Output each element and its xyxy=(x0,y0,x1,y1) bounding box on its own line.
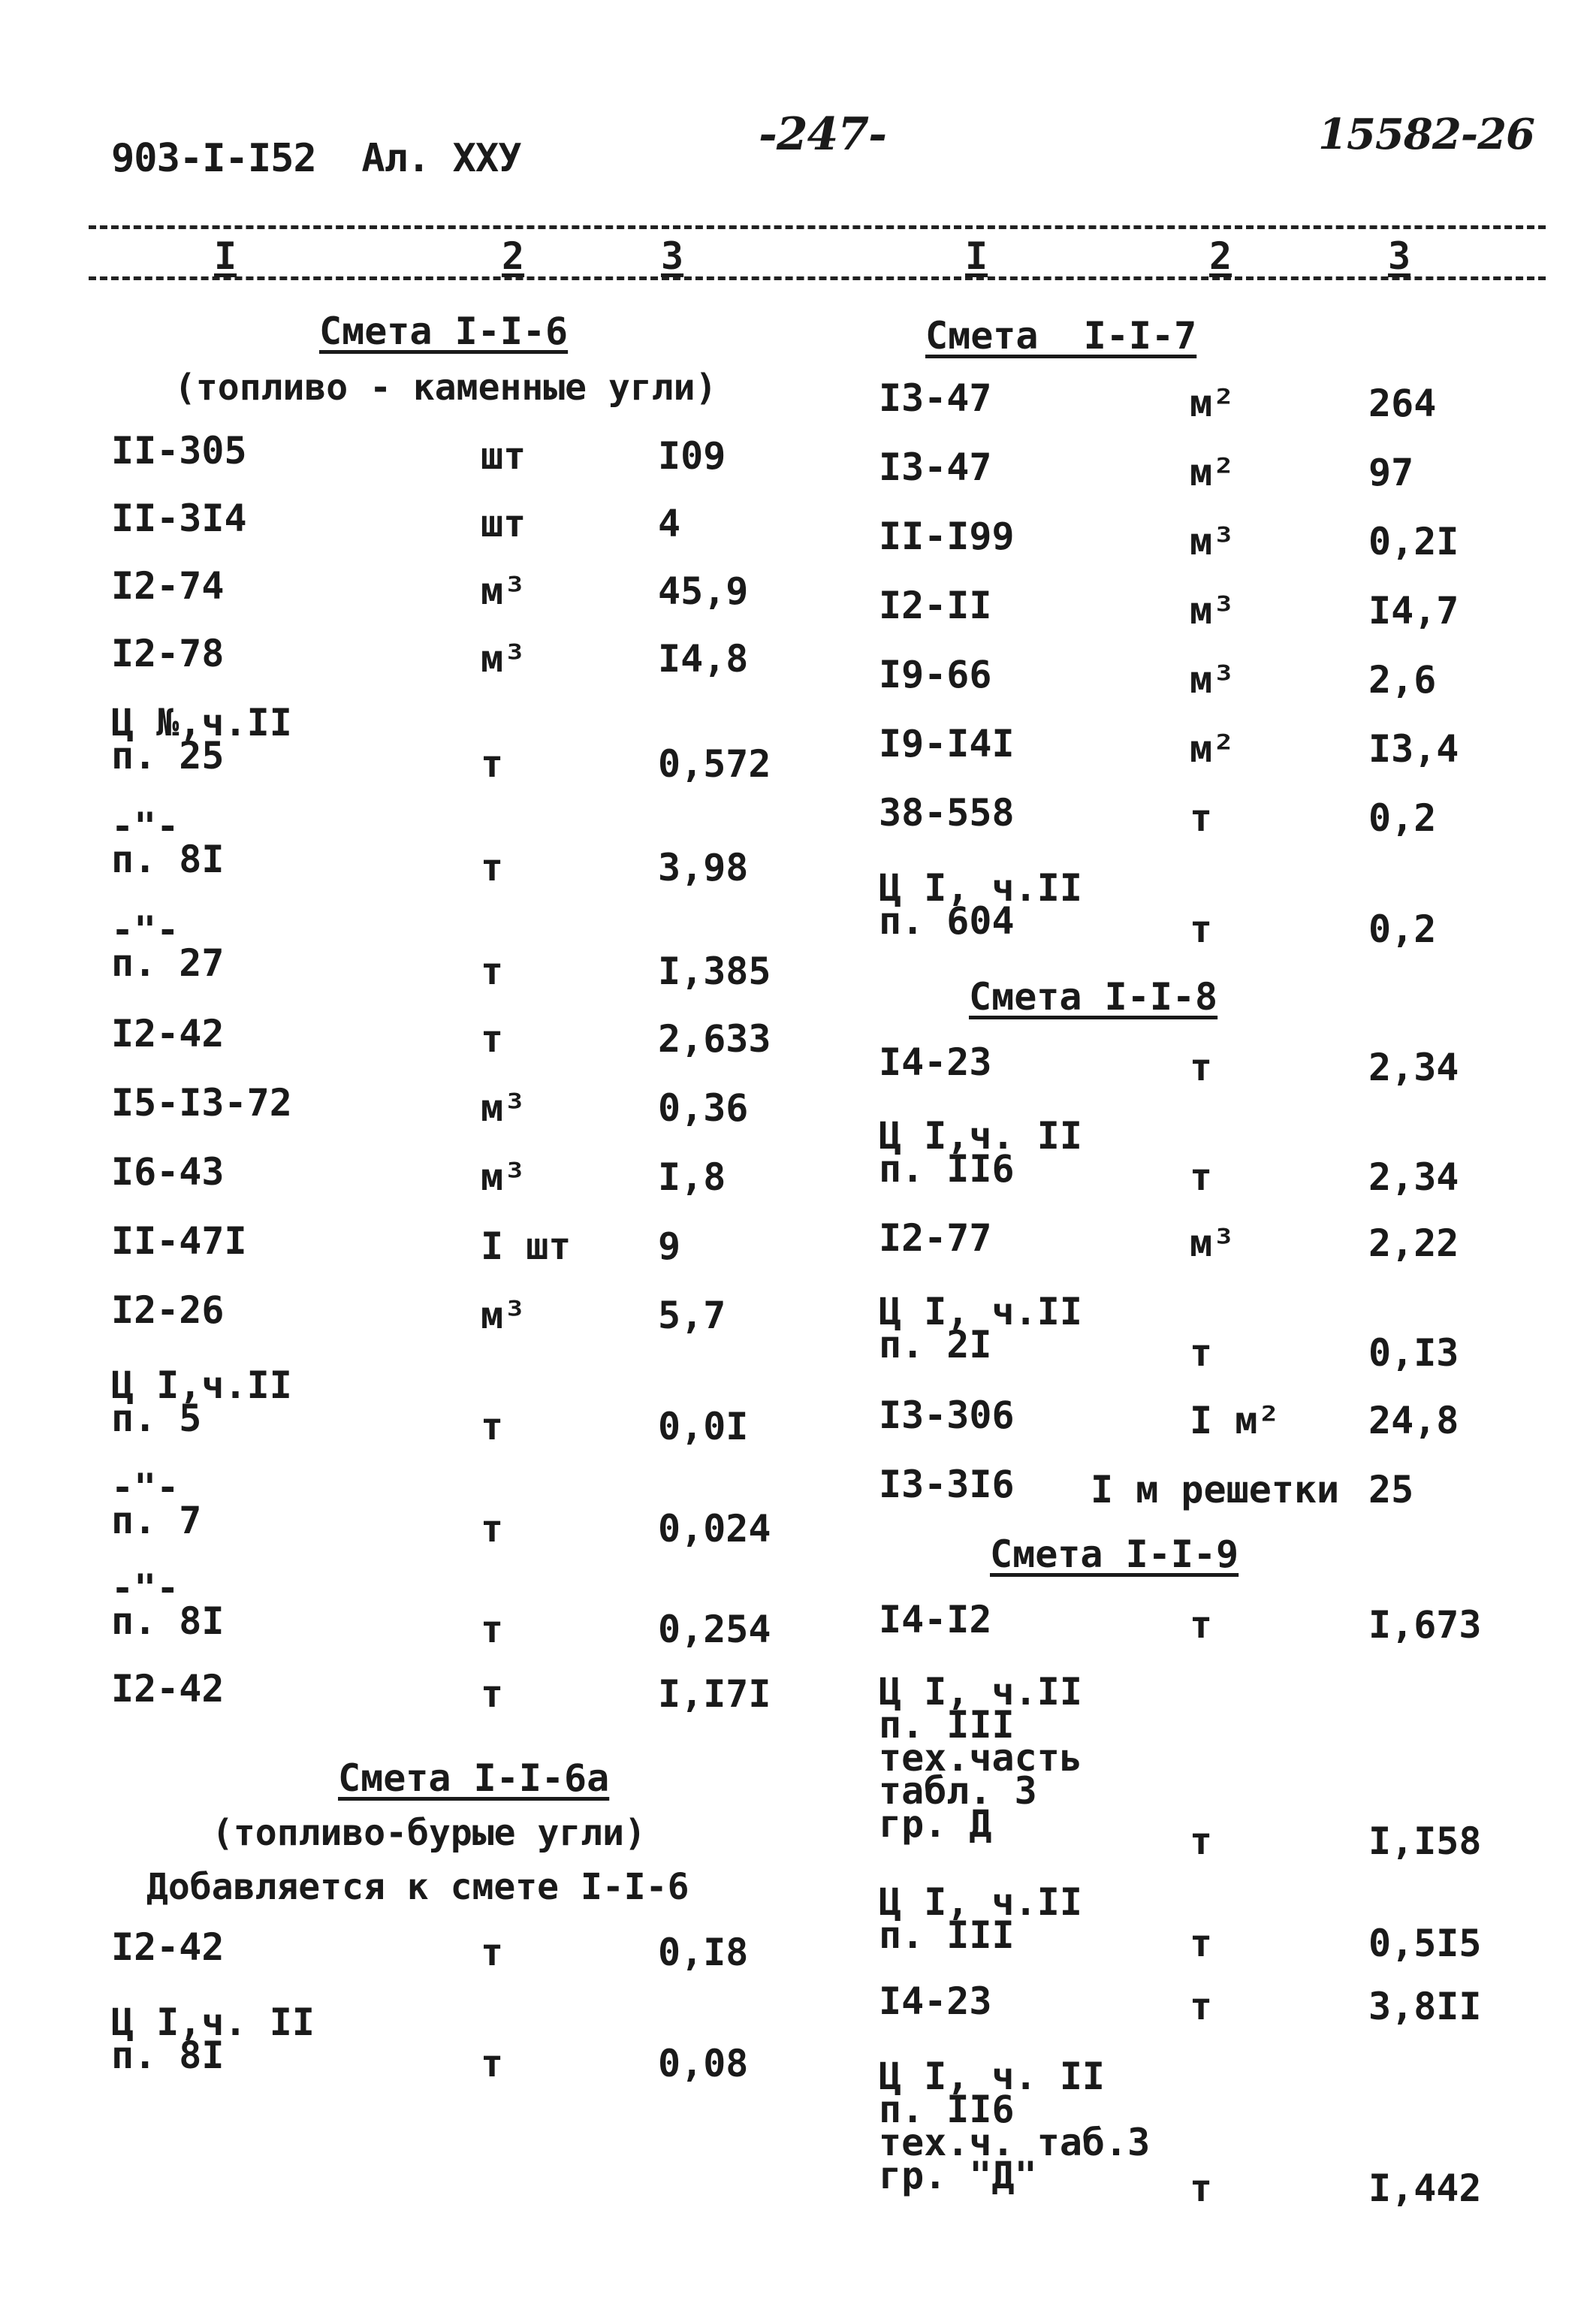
row-code: I2-II xyxy=(879,584,992,627)
row-unit: т xyxy=(1190,1331,1213,1375)
row-unit: шт xyxy=(481,502,526,545)
row-code: 38-558 xyxy=(879,791,1015,835)
row-value: I3,4 xyxy=(1368,727,1459,771)
row-value: 0,I8 xyxy=(658,1931,749,1974)
row-code: I4-23 xyxy=(879,1979,992,2023)
row-code: I3-47 xyxy=(879,376,992,420)
row-value: I,442 xyxy=(1368,2167,1482,2210)
row-unit: м² xyxy=(1190,451,1235,494)
row-code: I2-42 xyxy=(111,1925,225,1969)
column-header-3: 3 xyxy=(661,234,684,278)
row-unit: м³ xyxy=(1190,589,1235,633)
row-code: I4-I2 xyxy=(879,1598,992,1641)
row-code: Ц I, ч.II п. 2I xyxy=(879,1290,1082,1366)
row-unit: м³ xyxy=(1190,658,1235,702)
section-title: Смета I-I-6а xyxy=(338,1756,610,1800)
row-code: Ц I,ч.II п. 5 xyxy=(111,1363,292,1440)
row-unit: т xyxy=(481,1405,504,1448)
row-value: I,673 xyxy=(1368,1603,1482,1647)
row-unit: т xyxy=(481,1608,504,1651)
row-value: 0,5I5 xyxy=(1368,1922,1482,1965)
row-unit: м³ xyxy=(481,1294,526,1337)
section-subtitle: (топливо-бурые угли) xyxy=(212,1812,646,1854)
row-unit: т xyxy=(1190,2167,1213,2210)
row-unit: I шт xyxy=(481,1224,572,1268)
row-code: I4-23 xyxy=(879,1040,992,1084)
row-value: 0,572 xyxy=(658,742,771,786)
row-unit: м² xyxy=(1190,382,1235,425)
section-title: Смета I-I-9 xyxy=(990,1532,1239,1576)
row-code: I3-306 xyxy=(879,1394,1015,1437)
row-value: 2,34 xyxy=(1368,1155,1459,1199)
row-value: I,385 xyxy=(658,950,771,993)
archive-number: 15582-26 xyxy=(1318,110,1534,159)
row-unit: I м² xyxy=(1190,1399,1281,1442)
row-unit: т xyxy=(481,950,504,993)
row-code: -"- п. 8I xyxy=(111,805,225,881)
row-code: Ц I, ч.II п. III тех.часть табл. 3 гр. Д xyxy=(879,1670,1082,1846)
row-unit: м³ xyxy=(481,1086,526,1130)
row-value: 0,2I xyxy=(1368,520,1459,563)
row-code: I2-42 xyxy=(111,1012,225,1055)
row-code: II-3I4 xyxy=(111,497,247,540)
row-value: 2,6 xyxy=(1368,658,1437,702)
row-value: 0,0I xyxy=(658,1405,749,1448)
section-title: Смета I-I-8 xyxy=(969,975,1218,1019)
row-unit: I м решетки xyxy=(1091,1468,1340,1511)
row-code: I3-47 xyxy=(879,445,992,489)
column-header-4: I xyxy=(965,234,988,278)
dashed-rule-bottom xyxy=(89,276,1546,280)
row-value: 0,254 xyxy=(658,1608,771,1651)
section-note: Добавляется к смете I-I-6 xyxy=(146,1866,689,1908)
row-value: 24,8 xyxy=(1368,1399,1459,1442)
row-code: I6-43 xyxy=(111,1150,225,1194)
row-value: I,8 xyxy=(658,1155,726,1199)
column-header-2: 2 xyxy=(502,234,525,278)
row-code: I2-74 xyxy=(111,564,225,608)
row-code: II-47I xyxy=(111,1219,247,1263)
row-value: I4,7 xyxy=(1368,589,1459,633)
row-value: 3,98 xyxy=(658,846,749,889)
row-value: I,I58 xyxy=(1368,1819,1482,1863)
row-value: 45,9 xyxy=(658,569,749,613)
dashed-rule-top xyxy=(89,225,1546,229)
row-unit: т xyxy=(481,1931,504,1974)
row-unit: м³ xyxy=(1190,1221,1235,1265)
row-unit: т xyxy=(1190,1922,1213,1965)
row-unit: т xyxy=(1190,1155,1213,1199)
row-unit: т xyxy=(481,2042,504,2085)
row-unit: м² xyxy=(1190,727,1235,771)
row-code: Ц I, ч.II п. 604 xyxy=(879,866,1082,943)
row-unit: т xyxy=(1190,1603,1213,1647)
row-unit: м³ xyxy=(481,637,526,681)
row-code: I2-26 xyxy=(111,1288,225,1332)
row-value: 0,08 xyxy=(658,2042,749,2085)
row-value: 5,7 xyxy=(658,1294,726,1337)
row-code: -"- п. 8I xyxy=(111,1566,225,1643)
row-code: Ц I,ч. II п. II6 xyxy=(879,1114,1082,1191)
row-code: Ц I,ч. II п. 8I xyxy=(111,2001,315,2077)
row-unit: т xyxy=(481,1017,504,1061)
row-unit: т xyxy=(1190,1819,1213,1863)
row-value: 0,024 xyxy=(658,1507,771,1551)
row-code: I9-66 xyxy=(879,653,992,696)
row-unit: шт xyxy=(481,434,526,478)
row-code: Ц №,ч.II п. 25 xyxy=(111,701,292,778)
row-value: 97 xyxy=(1368,451,1414,494)
row-value: 0,2 xyxy=(1368,796,1437,840)
page-number: -247- xyxy=(759,108,887,161)
row-value: 0,2 xyxy=(1368,907,1437,951)
row-value: 264 xyxy=(1368,382,1437,425)
row-value: 2,22 xyxy=(1368,1221,1459,1265)
row-code: I2-77 xyxy=(879,1216,992,1260)
row-unit: т xyxy=(1190,1046,1213,1089)
row-value: 3,8II xyxy=(1368,1985,1482,2028)
row-value: 0,I3 xyxy=(1368,1331,1459,1375)
row-unit: т xyxy=(481,742,504,786)
row-code: I3-3I6 xyxy=(879,1463,1015,1506)
row-value: 0,36 xyxy=(658,1086,749,1130)
row-unit: т xyxy=(1190,1985,1213,2028)
section-title: Смета I-I-7 xyxy=(925,314,1197,358)
section-title: Смета I-I-6 xyxy=(319,310,569,353)
row-code: Ц I, ч.II п. III xyxy=(879,1880,1082,1957)
row-unit: т xyxy=(481,1672,504,1716)
row-code: I5-I3-72 xyxy=(111,1081,292,1125)
row-unit: м³ xyxy=(481,1155,526,1199)
row-code: Ц I, ч. II п. II6 тех.ч. таб.3 гр. "Д" xyxy=(879,2055,1151,2197)
column-header-5: 2 xyxy=(1209,234,1232,278)
row-code: II-305 xyxy=(111,429,247,473)
row-unit: м³ xyxy=(1190,520,1235,563)
row-code: I2-42 xyxy=(111,1667,225,1711)
row-unit: т xyxy=(1190,796,1213,840)
row-value: I4,8 xyxy=(658,637,749,681)
row-value: I09 xyxy=(658,434,726,478)
row-code: I2-78 xyxy=(111,632,225,675)
column-header-1: I xyxy=(214,234,237,278)
row-code: II-I99 xyxy=(879,515,1015,558)
row-code: -"- п. 27 xyxy=(111,908,225,985)
row-unit: т xyxy=(481,1507,504,1551)
row-unit: т xyxy=(1190,907,1213,951)
row-code: I9-I4I xyxy=(879,722,1015,765)
document-code: 903-I-I52 Ал. XXУ xyxy=(111,136,521,181)
row-code: -"- п. 7 xyxy=(111,1466,202,1542)
row-value: 25 xyxy=(1368,1468,1414,1511)
row-value: 2,633 xyxy=(658,1017,771,1061)
row-value: I,I7I xyxy=(658,1672,771,1716)
section-subtitle: (топливо - каменные угли) xyxy=(174,367,717,409)
row-unit: т xyxy=(481,846,504,889)
row-value: 2,34 xyxy=(1368,1046,1459,1089)
column-header-6: 3 xyxy=(1388,234,1411,278)
row-value: 4 xyxy=(658,502,681,545)
row-value: 9 xyxy=(658,1224,681,1268)
row-unit: м³ xyxy=(481,569,526,613)
